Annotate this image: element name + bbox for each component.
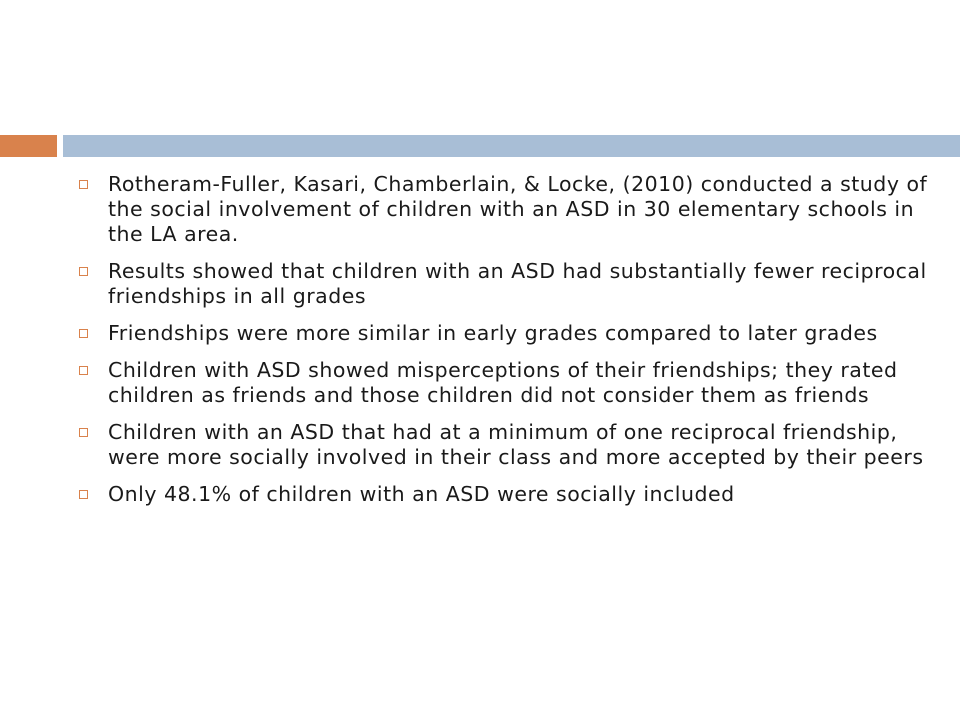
bullet-item-2 — [76, 259, 936, 309]
bullet-item-6 — [76, 482, 936, 507]
bullet-text-2: Results showed that children with an ASD had substantially fewer reciprocal friendships in all grades — [108, 259, 927, 308]
bullet-item-5 — [76, 420, 936, 470]
bullet-text-5: Children with an ASD that had at a minimum of one reciprocal friendship, were more socially involved in their class and more accepted by their peers — [108, 420, 924, 469]
header-accent-bar — [0, 135, 57, 157]
bullet-text-1: Rotheram-Fuller, Kasari, Chamberlain, & Locke, (2010) conducted a study of the social involvement of children with an ASD in 30 elementary schools in the LA area. — [108, 172, 928, 246]
bullet-text-6: Only 48.1% of children with an ASD were socially included — [108, 482, 735, 506]
square-outline-icon — [79, 267, 88, 276]
bullet-item-4 — [76, 358, 936, 408]
bullet-text-4: Children with ASD showed misperceptions of their friendships; they rated children as friends and those children did not consider them as friends — [108, 358, 898, 407]
square-outline-icon — [79, 180, 88, 189]
square-outline-icon — [79, 428, 88, 437]
header-main-bar — [63, 135, 960, 157]
bullet-text-3: Friendships were more similar in early grades compared to later grades — [108, 321, 878, 345]
bullet-list — [76, 172, 936, 507]
square-outline-icon — [79, 366, 88, 375]
square-outline-icon — [79, 490, 88, 499]
bullet-item-1 — [76, 172, 936, 247]
slide-body — [76, 172, 936, 519]
bullet-item-3 — [76, 321, 936, 346]
square-outline-icon — [79, 329, 88, 338]
